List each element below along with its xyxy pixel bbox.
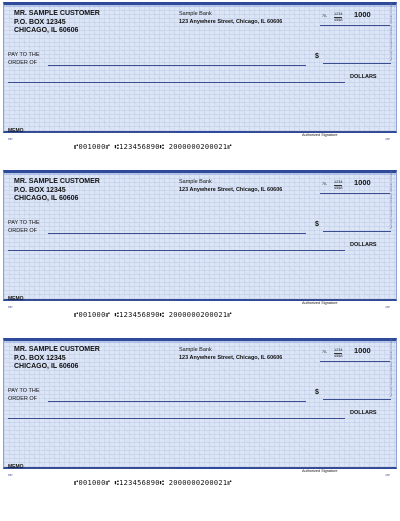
payee-line[interactable]: [48, 401, 306, 402]
pay-to-line2: ORDER OF: [8, 59, 38, 66]
payer-address-line1: P.O. BOX 12345: [14, 354, 66, 362]
bank-address: 123 Anywhere Street, Chicago, IL 60606: [179, 19, 283, 25]
dollar-sign: $: [315, 389, 319, 396]
amount-field[interactable]: [323, 220, 391, 232]
payer-address-line2: CHICAGO, IL 60606: [14, 195, 79, 202]
amount-field[interactable]: [323, 388, 391, 400]
bank-name: Sample Bank: [179, 11, 212, 17]
bank-block: [179, 178, 282, 194]
check-number: 1000: [354, 10, 371, 19]
security-strip: [4, 341, 396, 343]
bank-block: [179, 10, 282, 26]
amount-words-line[interactable]: [8, 250, 345, 251]
pay-to-line2: ORDER OF: [8, 227, 38, 234]
routing-fraction: [334, 180, 342, 191]
fraction-bottom: 4568: [334, 18, 343, 22]
dollars-label: DOLLARS: [350, 74, 377, 80]
fraction-label: 70-: [322, 350, 328, 354]
payer-block: [14, 178, 100, 204]
memo-label: MEMO: [8, 464, 24, 470]
amount-field[interactable]: [323, 52, 391, 64]
pay-to-line1: PAY TO THE: [8, 220, 40, 226]
mp-mark-right: MP: [385, 473, 390, 477]
check-2: [3, 170, 397, 309]
bank-name: Sample Bank: [179, 347, 212, 353]
bank-name: Sample Bank: [179, 179, 212, 185]
micr-line-3: ⑈001000⑈ ⑆123456890⑆ 2000000200021⑈: [74, 479, 232, 487]
date-line[interactable]: [320, 361, 390, 362]
fraction-label: 70-: [322, 182, 328, 186]
signature-line[interactable]: [248, 299, 392, 300]
check-1: [3, 2, 397, 141]
pay-to-label: [8, 52, 40, 67]
date-line[interactable]: [320, 25, 390, 26]
payer-name: MR. SAMPLE CUSTOMER: [14, 346, 100, 353]
pay-to-line2: ORDER OF: [8, 395, 38, 402]
signature-line[interactable]: [248, 131, 392, 132]
signature-label: Authorized Signature: [302, 469, 338, 473]
security-features-text: Security Features Included. Details on back.: [389, 338, 393, 397]
mp-mark-right: MP: [385, 137, 390, 141]
check-3: [3, 338, 397, 477]
dollars-label: DOLLARS: [350, 410, 377, 416]
micr-line-2: ⑈001000⑈ ⑆123456890⑆ 2000000200021⑈: [74, 311, 232, 319]
memo-label: MEMO: [8, 128, 24, 134]
security-strip: [4, 5, 396, 7]
fraction-top: 1234: [334, 12, 343, 16]
check-number: 1000: [354, 346, 371, 355]
fraction-bottom: 4568: [334, 354, 343, 358]
signature-label: Authorized Signature: [302, 133, 338, 137]
pay-to-label: [8, 220, 40, 235]
security-features-text: Security Features Included. Details on back.: [389, 2, 393, 61]
fraction-label: 70-: [322, 14, 328, 18]
dollars-label: DOLLARS: [350, 242, 377, 248]
memo-line[interactable]: [26, 468, 176, 469]
payer-address-line1: P.O. BOX 12345: [14, 186, 66, 194]
memo-label: MEMO: [8, 296, 24, 302]
security-strip: [4, 173, 396, 175]
fraction-top: 1234: [334, 348, 343, 352]
pay-to-line1: PAY TO THE: [8, 388, 40, 394]
signature-line[interactable]: [248, 467, 392, 468]
mp-mark-right: MP: [385, 305, 390, 309]
dollar-sign: $: [315, 221, 319, 228]
fraction-top: 1234: [334, 180, 343, 184]
check-number: 1000: [354, 178, 371, 187]
amount-words-line[interactable]: [8, 82, 345, 83]
mp-mark-left: MP: [8, 305, 13, 309]
security-features-text: Security Features Included. Details on back.: [389, 170, 393, 229]
bank-address: 123 Anywhere Street, Chicago, IL 60606: [179, 187, 283, 193]
routing-fraction: [334, 12, 342, 23]
routing-fraction: [334, 348, 342, 359]
payer-address-line1: P.O. BOX 12345: [14, 18, 66, 26]
signature-label: Authorized Signature: [302, 301, 338, 305]
dollar-sign: $: [315, 53, 319, 60]
payee-line[interactable]: [48, 233, 306, 234]
payer-block: [14, 10, 100, 36]
pay-to-line1: PAY TO THE: [8, 52, 40, 58]
bank-block: [179, 346, 282, 362]
memo-line[interactable]: [26, 300, 176, 301]
fraction-bottom: 4568: [334, 186, 343, 190]
micr-line-1: ⑈001000⑈ ⑆123456890⑆ 2000000200021⑈: [74, 143, 232, 151]
payer-block: [14, 346, 100, 372]
payee-line[interactable]: [48, 65, 306, 66]
memo-line[interactable]: [26, 132, 176, 133]
payer-name: MR. SAMPLE CUSTOMER: [14, 10, 100, 17]
payer-name: MR. SAMPLE CUSTOMER: [14, 178, 100, 185]
date-line[interactable]: [320, 193, 390, 194]
bank-address: 123 Anywhere Street, Chicago, IL 60606: [179, 355, 283, 361]
payer-address-line2: CHICAGO, IL 60606: [14, 27, 79, 34]
payer-address-line2: CHICAGO, IL 60606: [14, 363, 79, 370]
mp-mark-left: MP: [8, 473, 13, 477]
pay-to-label: [8, 388, 40, 403]
amount-words-line[interactable]: [8, 418, 345, 419]
mp-mark-left: MP: [8, 137, 13, 141]
